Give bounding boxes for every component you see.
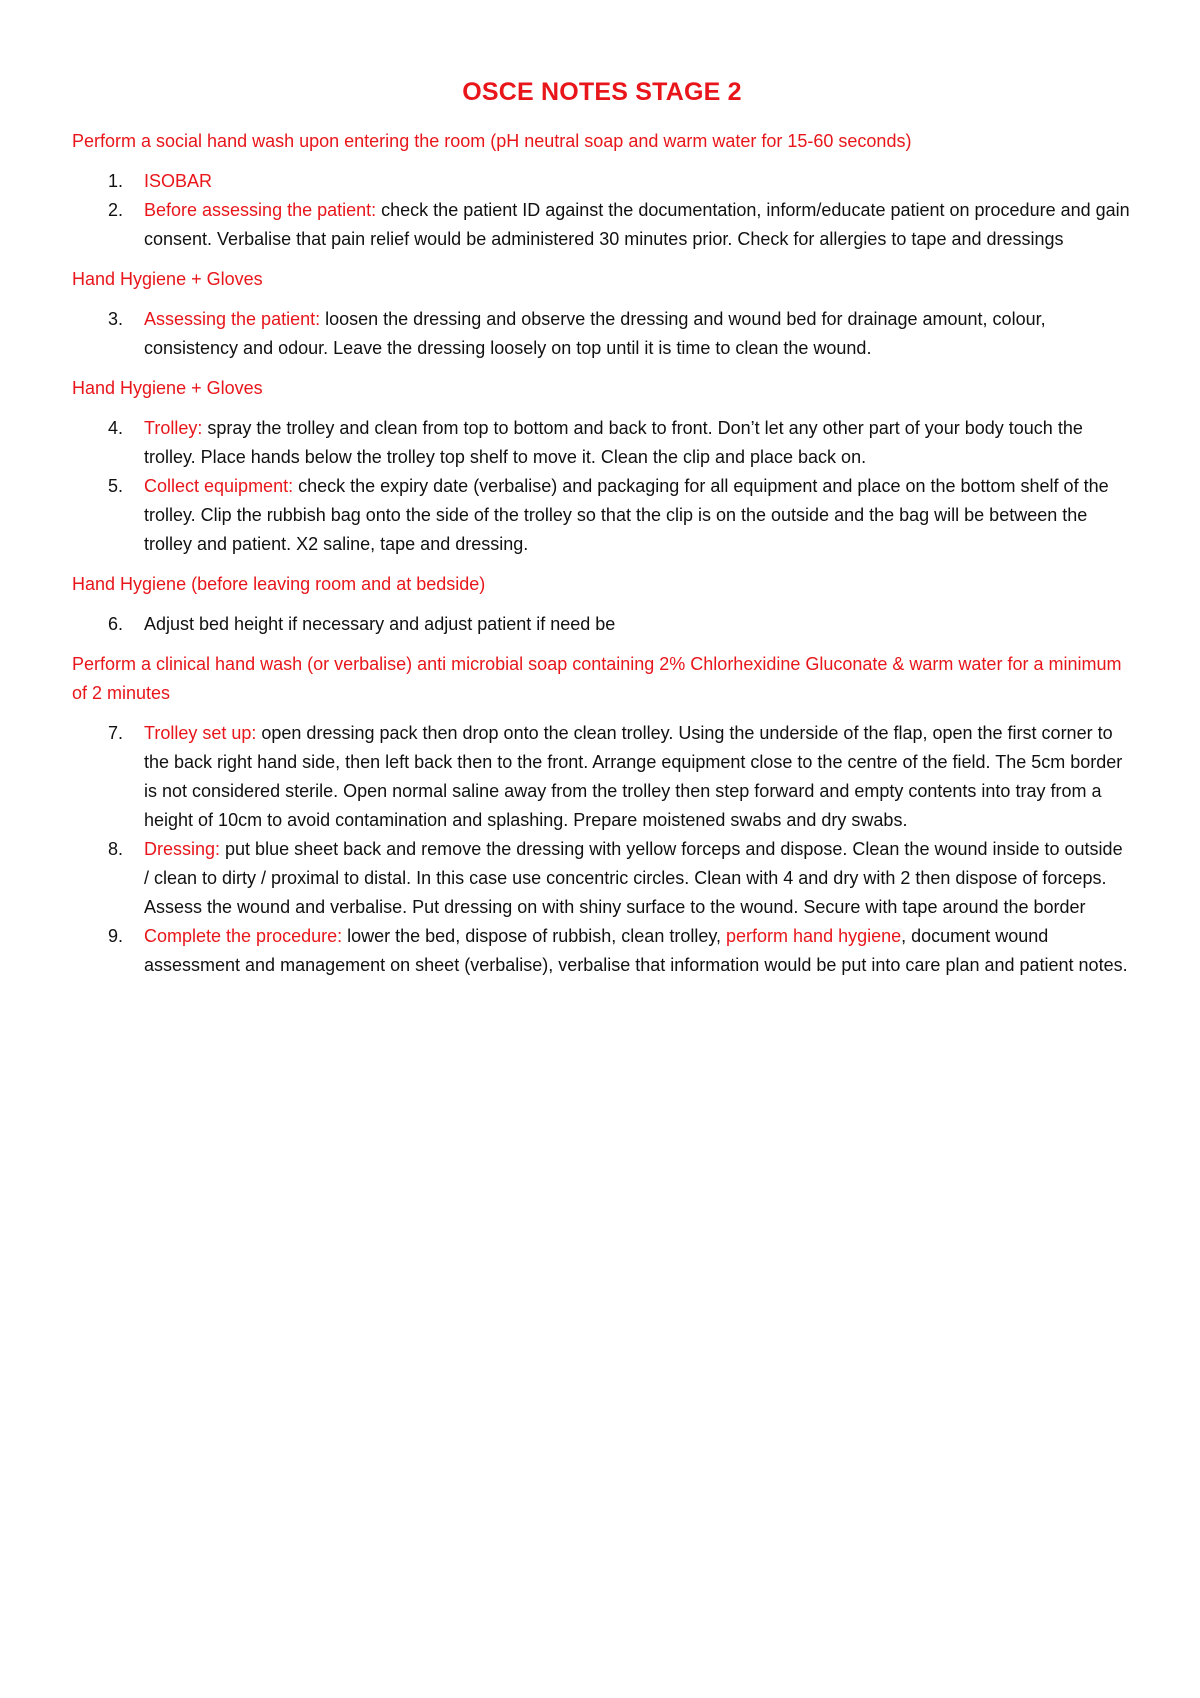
step-number: 7. — [108, 723, 124, 743]
step-label: Dressing: — [144, 839, 221, 859]
list-item — [72, 922, 1132, 980]
list-item — [72, 610, 1132, 639]
step-number: 2. — [108, 200, 124, 220]
section-heading: Hand Hygiene + Gloves — [72, 269, 263, 289]
page-title: OSCE NOTES STAGE 2 — [462, 78, 742, 106]
section-heading: Perform a social hand wash upon entering the room (pH neutral soap and warm water for 15-60 seconds) — [72, 131, 912, 151]
step-label: Trolley set up: — [144, 723, 257, 743]
step-text: loosen the dressing and observe the dressing and wound bed for drainage amount, colour, consistency and odour. Leave the dressing loosely on top until it is time to clean the wound. — [144, 309, 1046, 358]
step-text: open dressing pack then drop onto the clean trolley. Using the underside of the flap, open the first corner to the back right hand side, then left back then to the front. Arrange equipment close to the centre of the field. The 5cm border is not considered sterile. Open normal saline away from the trolley then step forward and empty contents into tray from a height of 10cm to avoid contamination and splashing. Prepare moistened swabs and dry swabs. — [144, 723, 1123, 830]
step-label: Before assessing the patient: — [144, 200, 377, 220]
document-body — [72, 127, 1132, 980]
step-label: Collect equipment: — [144, 476, 294, 496]
steps-list — [72, 167, 1132, 254]
steps-list — [72, 414, 1132, 559]
step-label: Assessing the patient: — [144, 309, 321, 329]
step-label: Trolley: — [144, 418, 203, 438]
step-number: 6. — [108, 614, 124, 634]
step-label: ISOBAR — [144, 171, 213, 191]
step-text: Adjust bed height if necessary and adjust patient if need be — [144, 614, 616, 634]
document-page — [72, 78, 1132, 991]
list-item — [72, 472, 1132, 559]
step-text: , document wound assessment and management on sheet (verbalise), verbalise that information would be put into care plan and patient notes. — [144, 926, 1128, 975]
steps-list — [72, 719, 1132, 980]
step-highlight: perform hand hygiene — [726, 926, 902, 946]
list-item — [72, 167, 1132, 196]
list-item — [72, 414, 1132, 472]
steps-list — [72, 305, 1132, 363]
step-text: check the expiry date (verbalise) and packaging for all equipment and place on the bottom shelf of the trolley. Clip the rubbish bag onto the side of the trolley so that the clip is on the outside and the bag will be between the trolley and patient. X2 saline, tape and dressing. — [144, 476, 1109, 554]
list-item — [72, 719, 1132, 835]
step-text: check the patient ID against the documentation, inform/educate patient on procedure and gain consent. Verbalise that pain relief would be administered 30 minutes prior. Check for allergies to tape and dressings — [144, 200, 1130, 249]
section-heading: Perform a clinical hand wash (or verbalise) anti microbial soap containing 2% Chlorhexidine Gluconate & warm water for a minimum of 2 minutes — [72, 654, 1122, 703]
step-number: 9. — [108, 926, 124, 946]
section-heading: Hand Hygiene + Gloves — [72, 378, 263, 398]
step-text: lower the bed, dispose of rubbish, clean trolley, — [342, 926, 727, 946]
section-heading: Hand Hygiene (before leaving room and at bedside) — [72, 574, 486, 594]
list-item — [72, 835, 1132, 922]
step-text: put blue sheet back and remove the dressing with yellow forceps and dispose. Clean the wound inside to outside / clean to dirty / proximal to distal. In this case use concentric circles. Clean with 4 and dry with 2 then dispose of forceps. Assess the wound and verbalise. Put dressing on with shiny surface to the wound. Secure with tape around the border — [144, 839, 1123, 917]
step-number: 3. — [108, 309, 124, 329]
step-text: spray the trolley and clean from top to bottom and back to front. Don’t let any other part of your body touch the trolley. Place hands below the trolley top shelf to move it. Clean the clip and place back on. — [144, 418, 1083, 467]
step-label: Complete the procedure: — [144, 926, 343, 946]
step-number: 8. — [108, 839, 124, 859]
step-number: 4. — [108, 418, 124, 438]
list-item — [72, 305, 1132, 363]
step-number: 1. — [108, 171, 124, 191]
list-item — [72, 196, 1132, 254]
step-number: 5. — [108, 476, 124, 496]
steps-list — [72, 610, 1132, 639]
